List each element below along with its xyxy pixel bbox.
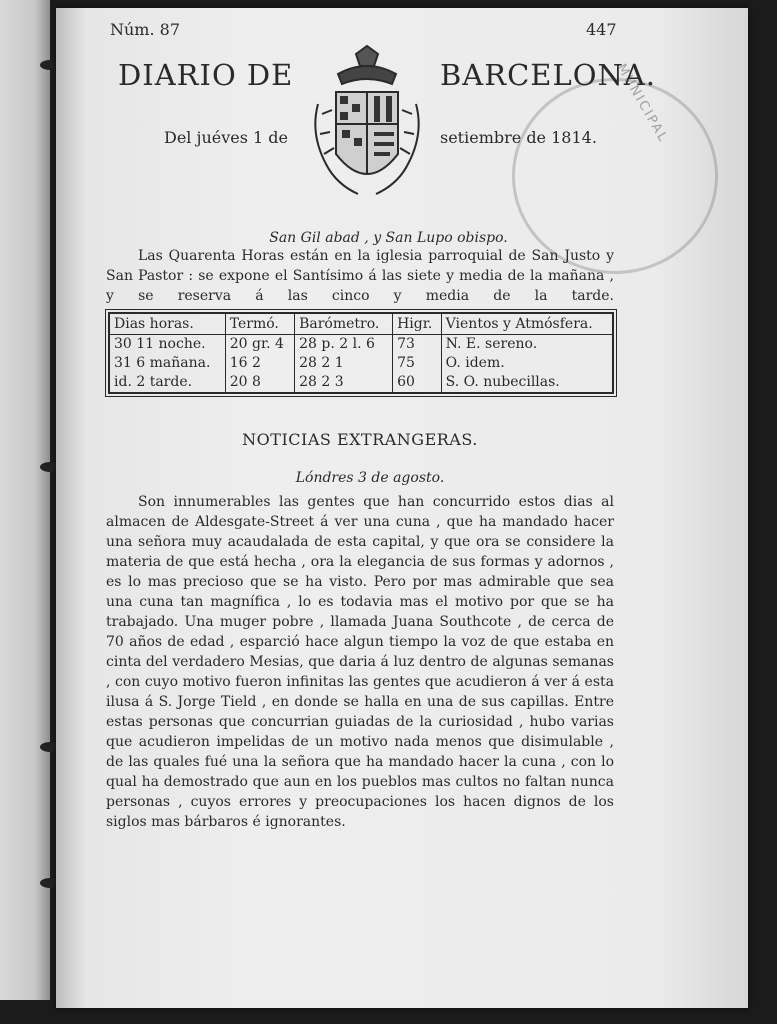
- masthead-title-left: DIARIO DE: [118, 58, 294, 92]
- weather-row: [109, 354, 613, 373]
- intro-paragraph: Las Quarenta Horas están en la iglesia parroquial de San Justo y San Pastor : se expone el Santísimo á las siete y media de la mañana , y se reserva á las cinco y media de la tarde.: [106, 248, 614, 304]
- weather-cell: 31 6 mañana.: [114, 355, 211, 371]
- stamp-text: MUNICIPAL: [613, 61, 671, 146]
- weather-cell: 16 2: [225, 354, 294, 373]
- section-title: NOTICIAS EXTRANGERAS.: [242, 430, 478, 449]
- weather-cell: 60: [393, 373, 442, 393]
- weather-cell: 20 8: [225, 373, 294, 393]
- weather-table: [108, 312, 614, 394]
- facing-page-edge: [0, 0, 50, 1000]
- coat-of-arms-icon: [308, 44, 426, 204]
- weather-header-row: [109, 313, 613, 335]
- masthead-title-right: BARCELONA.: [440, 58, 657, 92]
- article-body: Son innumerables las gentes que han concurrido estos dias al almacen de Aldesgate-Street á ver una cuna , que ha mandado hacer una señora muy acaudalada de esta capital, y que ora se considere la materia de que está hecha , ora la elegancia de sus formas y adornos , es lo mas precioso que se ha visto. Pero por mas admirable que sea una cuna tan magnífica , lo es todavia mas el motivo por que se ha trabajado. Una muger pobre , llamada Juana Southcote , de cerca de 70 años de edad , esparció hace algun tiempo la voz de que estaba en cinta del verdadero Mesias, que daria á luz dentro de algunas semanas , con cuyo motivo fueron infinitas las gentes que acudieron á ver á esta ilusa á S. Jorge Tield , en donde se halla en una de sus capillas. Entre estas personas que concurrian guiadas de la curiosidad , hubo varias que acudieron impelidas de un motivo nada menos que disimulable , de las quales fué una la señora que ha mandado hacer la cuna , con lo qual ha demostrado que aun en los pueblos mas cultos no faltan nunca personas , cuyos errores y preocupaciones los hacen dignos de los siglos mas bárbaros é ignorantes.: [106, 494, 614, 830]
- issue-date-left: Del juéves 1 de: [164, 128, 289, 147]
- weather-cell: id. 2 tarde.: [114, 374, 193, 390]
- weather-cell: 75: [393, 354, 442, 373]
- article-dateline: Lóndres 3 de agosto.: [295, 470, 445, 486]
- weather-cell: N. E. sereno.: [441, 335, 613, 355]
- saints-of-day: San Gil abad , y San Lupo obispo.: [269, 230, 508, 246]
- weather-cell: 28 p. 2 l. 6: [295, 335, 393, 355]
- weather-cell: 28 2 1: [295, 354, 393, 373]
- weather-cell: 30 11 noche.: [114, 336, 206, 352]
- issue-number: Núm. 87: [110, 20, 181, 39]
- weather-header-cell: Termó.: [225, 313, 294, 335]
- weather-cell: O. idem.: [441, 354, 613, 373]
- page-number: 447: [586, 20, 617, 39]
- weather-header-cell: Vientos y Atmósfera.: [441, 313, 613, 335]
- weather-cell: S. O. nubecillas.: [441, 373, 613, 393]
- weather-header-cell: Higr.: [393, 313, 442, 335]
- issue-date-right: setiembre de 1814.: [440, 128, 597, 147]
- weather-row: [109, 335, 613, 355]
- weather-cell: 28 2 3: [295, 373, 393, 393]
- weather-header-cell: Dias horas.: [109, 313, 225, 335]
- weather-row: [109, 373, 613, 393]
- weather-header-cell: Barómetro.: [295, 313, 393, 335]
- weather-cell: 73: [393, 335, 442, 355]
- weather-cell: 20 gr. 4: [225, 335, 294, 355]
